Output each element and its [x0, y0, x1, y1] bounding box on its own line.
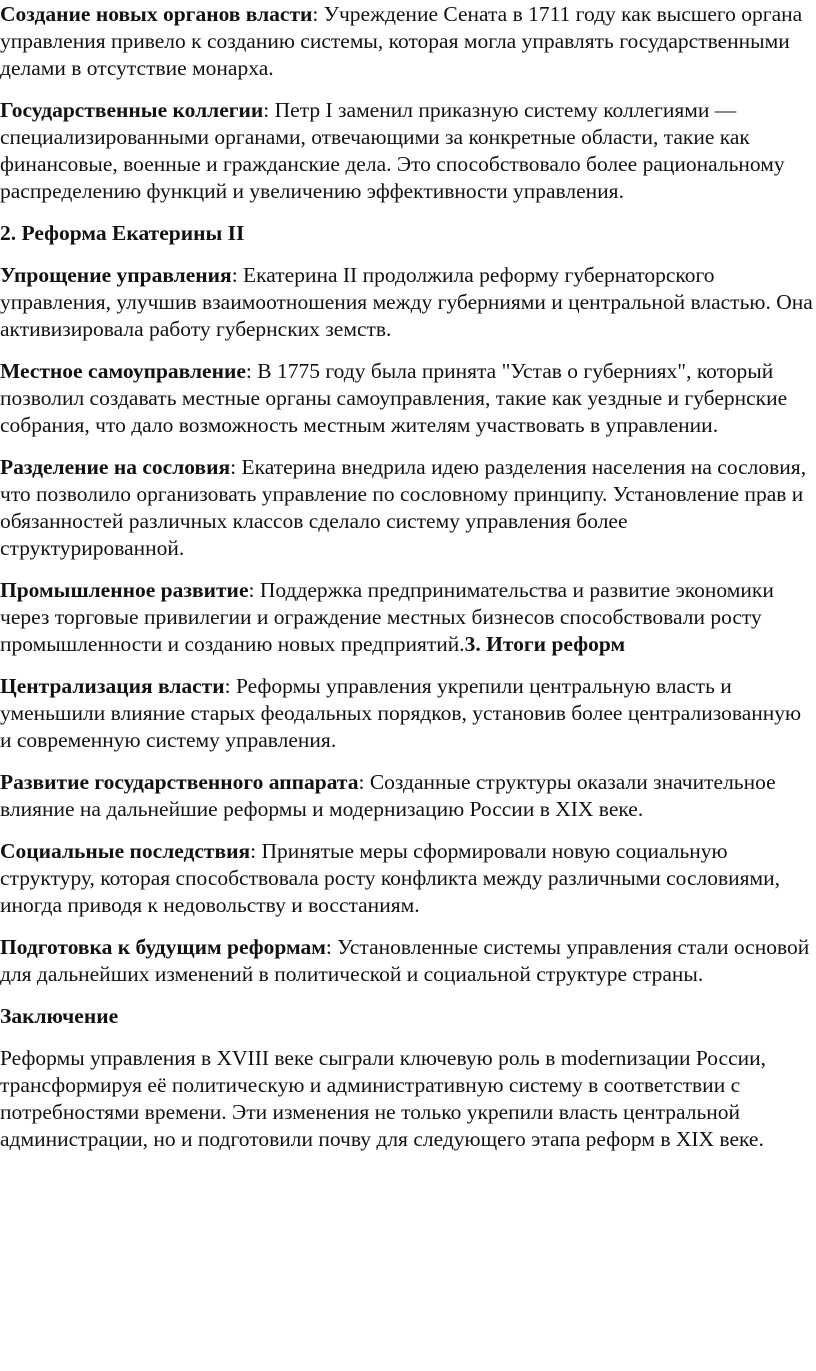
paragraph-text: : Екатерина II продолжила реформу губернаторского управления, улучшив взаимоотношения между губерниями и центральной властью. Она активизировала работу губернских земств.	[0, 263, 813, 341]
term-label: Социальные последствия	[0, 839, 251, 863]
paragraph-text: : Принятые меры сформировали новую социальную структуру, которая способствовала росту конфликта между различными сословиями, иногда приводя к недовольству и восстаниям.	[0, 839, 781, 917]
term-label: Создание новых органов власти	[0, 2, 313, 26]
paragraph-text: : Реформы управления укрепили центральную власть и уменьшили влияние старых феодальных порядков, установив более централизованную и современную систему управления.	[0, 674, 802, 752]
paragraph-text: : Екатерина внедрила идею разделения населения на сословия, что позволило организовать управление по сословному принципу. Установление прав и обязанностей различных классов сделало систему управления более структурированной.	[0, 455, 807, 560]
term-label: Развитие государственного аппарата	[0, 770, 359, 794]
paragraph-state-collegia	[0, 97, 814, 205]
section-heading-catherine-reform: 2. Реформа Екатерины II	[0, 221, 245, 245]
section-heading-conclusion: Заключение	[0, 1004, 119, 1028]
paragraph-centralization	[0, 673, 814, 754]
paragraph-future-reforms	[0, 934, 814, 988]
paragraph-conclusion: Реформы управления в XVIII веке сыграли ключевую роль в modernизации России, трансформируя её политическую и административную систему в соответствии с потребностями времени. Эти изменения не только укрепили власть центральной администрации, но и подготовили почву для следующего этапа реформ в XIX веке.	[0, 1046, 767, 1151]
term-label: Подготовка к будущим реформам	[0, 935, 326, 959]
paragraph-local-self-government	[0, 358, 814, 439]
paragraph-text: : Установленные системы управления стали основой для дальнейших изменений в политической и социальной структуре страны.	[0, 935, 810, 986]
paragraph-text: : Учреждение Сената в 1711 году как высшего органа управления привело к созданию системы, которая могла управлять государственными делами в отсутствие монарха.	[0, 2, 803, 80]
paragraph-simplification	[0, 262, 814, 343]
term-label: Разделение на сословия	[0, 455, 231, 479]
paragraph-industrial-development	[0, 577, 814, 658]
paragraph-new-authorities	[0, 1, 814, 82]
paragraph-text: : Созданные структуры оказали значительное влияние на дальнейшие реформы и модернизацию России в XIX веке.	[0, 770, 776, 821]
paragraph-social-consequences	[0, 838, 814, 919]
section-heading-results: 3. Итоги реформ	[464, 632, 626, 656]
term-label: Упрощение управления	[0, 263, 232, 287]
paragraph-estates-division	[0, 454, 814, 562]
term-label: Государственные коллегии	[0, 98, 264, 122]
paragraph-text: : Поддержка предпринимательства и развитие экономики через торговые привилегии и ограждение местных бизнесов способствовали росту промышленности и созданию новых предприятий.	[0, 578, 774, 656]
term-label: Промышленное развитие	[0, 578, 249, 602]
term-label: Централизация власти	[0, 674, 225, 698]
paragraph-state-apparatus	[0, 769, 814, 823]
term-label: Местное самоуправление	[0, 359, 246, 383]
paragraph-text: : Петр I заменил приказную систему коллегиями — специализированными органами, отвечающими за конкретные области, такие как финансовые, военные и гражданские дела. Это способствовало более рациональному распределению функций и увеличению эффективности управления.	[0, 98, 785, 203]
paragraph-text: : В 1775 году была принята "Устав о губерниях", который позволил создавать местные органы самоуправления, такие как уездные и губернские собрания, что дало возможность местным жителям участвовать в управлении.	[0, 359, 788, 437]
